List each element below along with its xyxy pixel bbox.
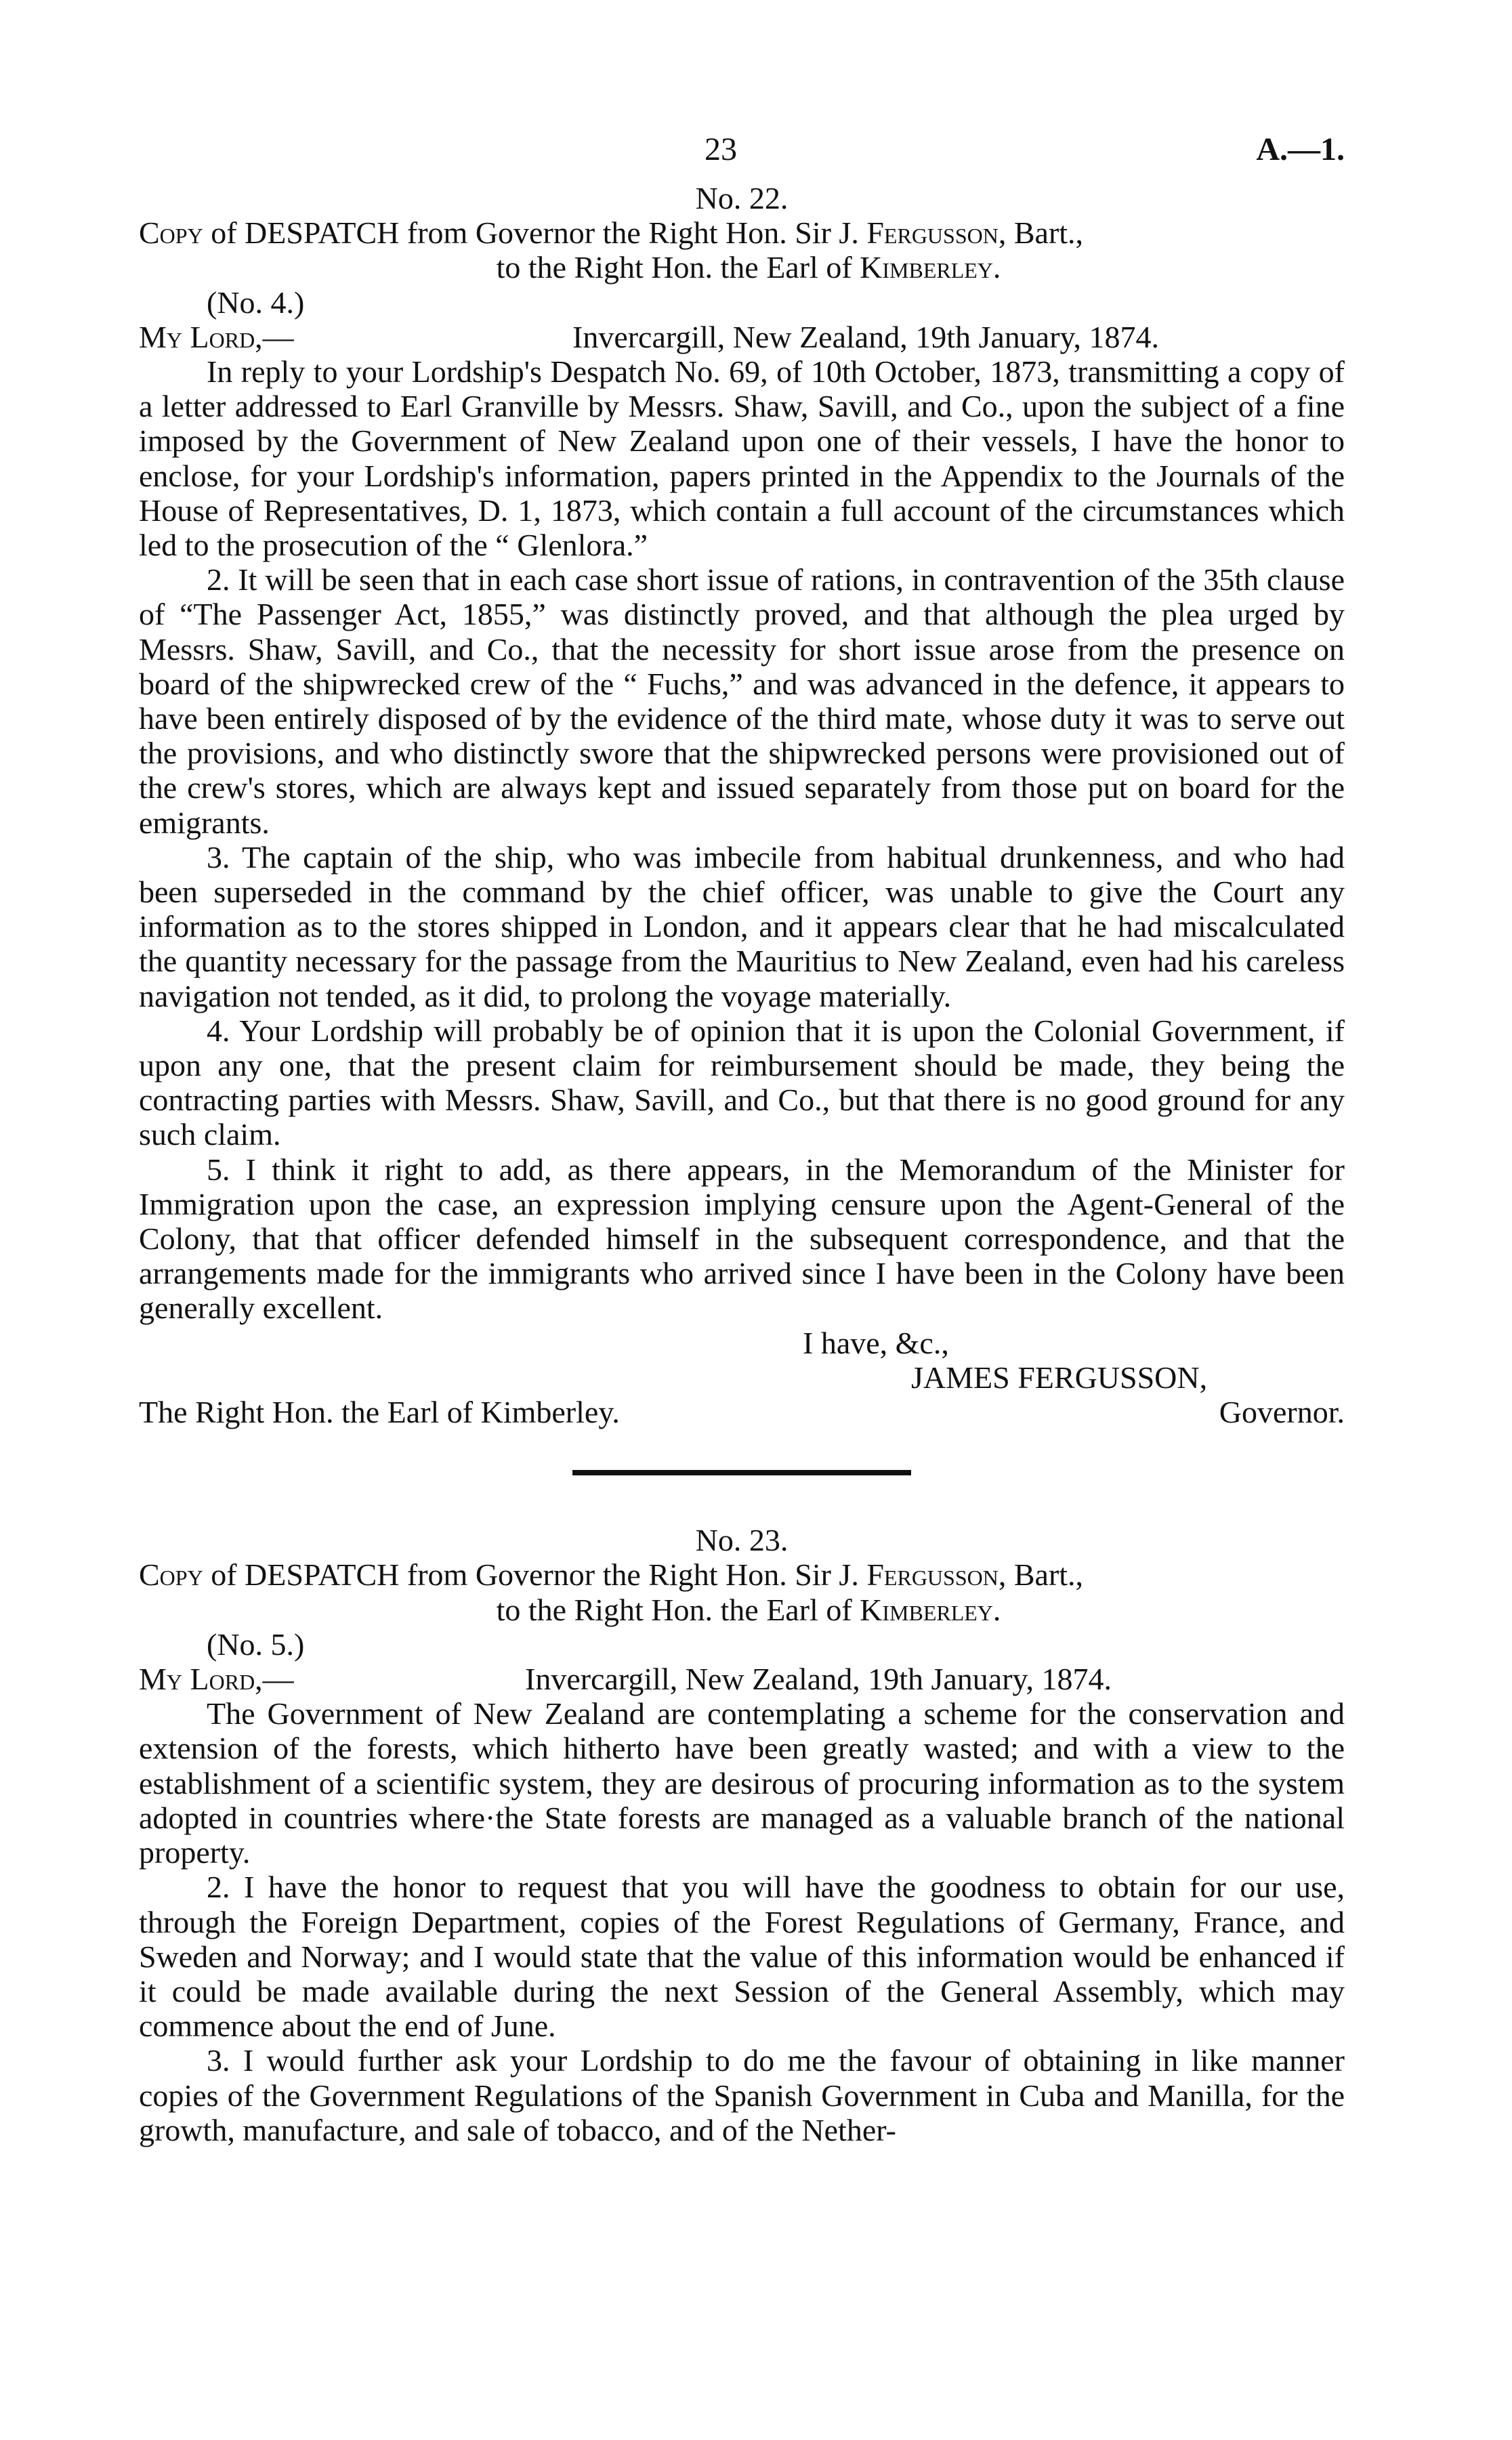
salutation: My Lord,— bbox=[139, 319, 294, 354]
despatch-23 bbox=[139, 1523, 1345, 2147]
paragraph: 3. The captain of the ship, who was imbecile from habitual drunkenness, and who had been superseded in the command by the chief officer, was unable to give the Court any information as to the stores shipped in London, and it appears clear that he had miscalculated the quantity necessary for the passage from the Mauritius to New Zealand, even had his careless navigation not tended, as it did, to prolong the voyage materially. bbox=[139, 839, 1345, 1013]
despatch-number: No. 23. bbox=[695, 1523, 789, 1558]
salutation: My Lord,— bbox=[139, 1662, 294, 1697]
addressee-line bbox=[139, 1395, 1345, 1429]
salutation-line bbox=[139, 1662, 1345, 1696]
page-number: 23 bbox=[705, 131, 737, 167]
paragraph: 4. Your Lordship will probably be of opinion that it is upon the Colonial Government, if upon any one, that the present claim for reimbursement should be made, they being the contracting parties with Messrs. Shaw, Savill, and Co., but that there is no good ground for any such claim. bbox=[139, 1013, 1345, 1152]
paragraph: In reply to your Lordship's Despatch No. 69, of 10th October, 1873, transmitting a copy of a letter addressed to Earl Granville by Messrs. Shaw, Savill, and Co., upon the subject of a fine imposed by the Government of New Zealand upon one of their vessels, I have the honor to enclose, for your Lordship's information, papers printed in the Appendix to the Journals of the House of Representatives, D. 1, 1873, which contain a full account of the circumstances which led to the prosecution of the “ Glenlora.” bbox=[139, 354, 1345, 563]
paragraph: 2. It will be seen that in each case short issue of rations, in contravention of the 35th clause of “The Passenger Act, 1855,” was distinctly proved, and that although the plea urged by Messrs. Shaw, Savill, and Co., that the necessity for short issue arose from the presence on board of the shipwrecked crew of the “ Fuchs,” and was advanced in the defence, it appears to have been entirely disposed of by the evidence of the third mate, whose duty it was to serve out the provisions, and who distinctly swore that the shipwrecked persons were provisioned out of the crew's stores, which are always kept and issued separately from those put on board for the emigrants. bbox=[139, 562, 1345, 840]
title-line-2: to the Right Hon. the Earl of Kimberley. bbox=[496, 250, 1001, 285]
running-head bbox=[139, 132, 1345, 181]
title-line-1: Copy of DESPATCH from Governor the Right Hon. Sir J. Fergusson, Bart., bbox=[139, 215, 1084, 251]
sub-number: (No. 5.) bbox=[207, 1626, 305, 1662]
document-page bbox=[139, 132, 1345, 2147]
paragraph: 3. I would further ask your Lordship to do me the favour of obtaining in like manner copies of the Government Regulations of the Spanish Government in Cuba and Manilla, for the growth, manufacture, and sale of tobacco, and of the Nether- bbox=[139, 2043, 1345, 2147]
signature: JAMES FERGUSSON, bbox=[911, 1360, 1208, 1395]
addressee: The Right Hon. the Earl of Kimberley. bbox=[139, 1395, 620, 1430]
place-date: Invercargill, New Zealand, 19th January, 1874. bbox=[572, 319, 1160, 354]
paragraph: 5. I think it right to add, as there appears, in the Memorandum of the Minister for Immigration upon the case, an expression implying censure upon the Agent-General of the Colony, that that officer defended himself in the subsequent correspondence, and that the arrangements made for the immigrants who arrived since I have been in the Colony have been generally excellent. bbox=[139, 1152, 1345, 1326]
salutation-line bbox=[139, 320, 1345, 354]
sub-number: (No. 4.) bbox=[207, 285, 305, 320]
place-date: Invercargill, New Zealand, 19th January, 1874. bbox=[525, 1662, 1112, 1697]
paragraph: The Government of New Zealand are contemplating a scheme for the conservation and extension of the forests, which hitherto have been greatly wasted; and with a view to the establishment of a scientific system, they are desirous of procuring information as to the system adopted in countries where·the State forests are managed as a valuable branch of the national property. bbox=[139, 1696, 1345, 1870]
closing: I have, &c., bbox=[803, 1325, 949, 1360]
despatch-22 bbox=[139, 181, 1345, 1429]
section-divider bbox=[572, 1470, 911, 1475]
despatch-number: No. 22. bbox=[695, 181, 789, 215]
despatch-title bbox=[139, 215, 1345, 285]
signatory-role: Governor. bbox=[1219, 1395, 1345, 1430]
title-line-1: Copy of DESPATCH from Governor the Right Hon. Sir J. Fergusson, Bart., bbox=[139, 1557, 1084, 1593]
despatch-title bbox=[139, 1557, 1345, 1626]
title-line-2: to the Right Hon. the Earl of Kimberley. bbox=[496, 1592, 1001, 1627]
paper-reference: A.—1. bbox=[1256, 131, 1345, 167]
paragraph: 2. I have the honor to request that you will have the goodness to obtain for our use, through the Foreign Department, copies of the Forest Regulations of Germany, France, and Sweden and Norway; and I would state that the value of this information would be enhanced if it could be made available during the next Session of the General Assembly, which may commence about the end of June. bbox=[139, 1870, 1345, 2044]
